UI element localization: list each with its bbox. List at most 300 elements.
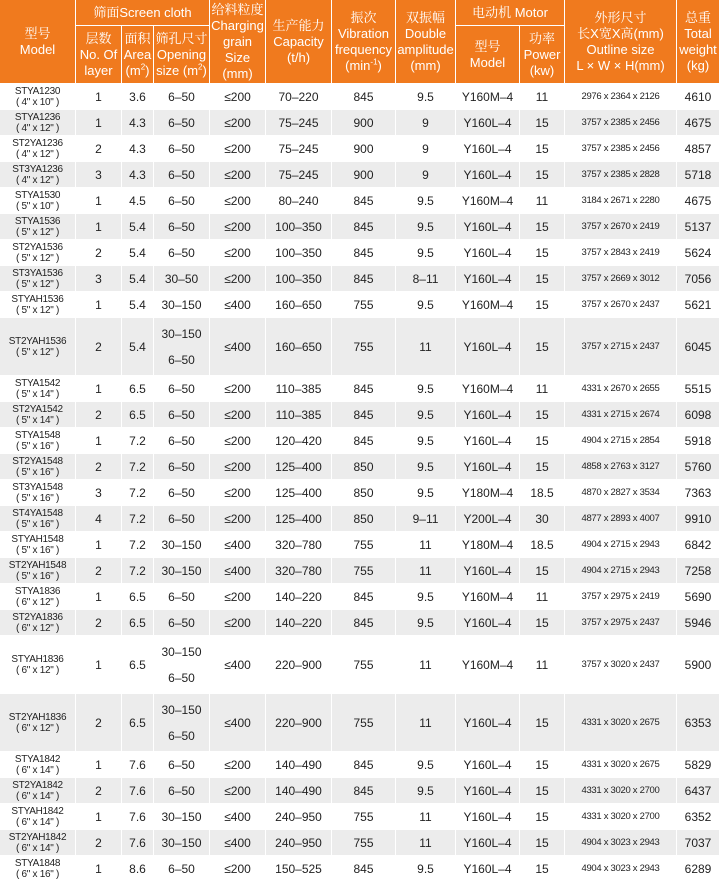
- cell-amplitude: 9.5: [396, 610, 456, 636]
- cell-weight: 9910: [677, 506, 720, 532]
- cell-area: 6.5: [122, 584, 154, 610]
- cell-charging: ≤200: [210, 240, 266, 266]
- cell-amplitude: 11: [396, 830, 456, 856]
- header-layers: 层数 No. Of layer: [76, 26, 122, 84]
- cell-power: 15: [520, 454, 565, 480]
- table-row: [0, 240, 720, 266]
- cell-model: STYA1542 ( 5" x 14" ): [0, 376, 76, 402]
- cell-outline: 4331 x 2715 x 2674: [565, 402, 677, 428]
- cell-charging: ≤400: [210, 804, 266, 830]
- cell-amplitude: 9: [396, 110, 456, 136]
- cell-frequency: 900: [332, 136, 396, 162]
- cell-power: 11: [520, 84, 565, 110]
- cell-area: 7.6: [122, 804, 154, 830]
- cell-amplitude: 9.5: [396, 188, 456, 214]
- cell-frequency: 755: [332, 804, 396, 830]
- cell-charging: ≤200: [210, 376, 266, 402]
- cell-weight: 5946: [677, 610, 720, 636]
- cell-model: ST4YA1548 ( 5" x 16" ): [0, 506, 76, 532]
- cell-frequency: 755: [332, 532, 396, 558]
- cell-weight: 7056: [677, 266, 720, 292]
- cell-power: 15: [520, 558, 565, 584]
- cell-layers: 1: [76, 214, 122, 240]
- cell-outline: 4858 x 2763 x 3127: [565, 454, 677, 480]
- cell-layers: 2: [76, 558, 122, 584]
- cell-outline: 3757 x 2385 x 2456: [565, 136, 677, 162]
- cell-capacity: 100–350: [266, 214, 332, 240]
- cell-model: ST2YA1836 ( 6" x 12" ): [0, 610, 76, 636]
- cell-model: STYAH1536 ( 5" x 12" ): [0, 292, 76, 318]
- cell-power: 11: [520, 584, 565, 610]
- cell-motor-model: Y160L–4: [456, 778, 520, 804]
- cell-capacity: 125–400: [266, 506, 332, 532]
- cell-outline: 4904 x 3023 x 2943: [565, 830, 677, 856]
- header-opening: 筛孔尺寸 Opening size $(m^2)$: [154, 26, 210, 84]
- cell-capacity: 110–385: [266, 376, 332, 402]
- cell-amplitude: 11: [396, 636, 456, 694]
- cell-power: 15: [520, 402, 565, 428]
- cell-capacity: 220–900: [266, 694, 332, 752]
- header-power: 功率 Power (kw): [520, 26, 565, 84]
- cell-layers: 2: [76, 402, 122, 428]
- cell-charging: ≤200: [210, 480, 266, 506]
- cell-frequency: 845: [332, 266, 396, 292]
- cell-amplitude: 9.5: [396, 454, 456, 480]
- cell-charging: ≤200: [210, 428, 266, 454]
- cell-power: 15: [520, 162, 565, 188]
- cell-area: 7.2: [122, 532, 154, 558]
- cell-charging: ≤200: [210, 214, 266, 240]
- table-row: [0, 694, 720, 752]
- cell-opening: 30–150 6–50: [154, 636, 210, 694]
- header-frequency: 振次 Vibration frequency $(\min^{-1})$: [332, 0, 396, 84]
- cell-outline: 3757 x 2385 x 2828: [565, 162, 677, 188]
- cell-weight: 5918: [677, 428, 720, 454]
- cell-frequency: 845: [332, 428, 396, 454]
- cell-power: 15: [520, 694, 565, 752]
- cell-charging: ≤400: [210, 636, 266, 694]
- cell-frequency: 845: [332, 752, 396, 778]
- table-row: [0, 506, 720, 532]
- cell-power: 15: [520, 428, 565, 454]
- cell-opening: 30–150: [154, 830, 210, 856]
- cell-opening: 30–50: [154, 266, 210, 292]
- cell-motor-model: Y160L–4: [456, 804, 520, 830]
- cell-outline: 4331 x 3020 x 2700: [565, 804, 677, 830]
- cell-capacity: 75–245: [266, 136, 332, 162]
- cell-motor-model: Y160L–4: [456, 454, 520, 480]
- cell-frequency: 845: [332, 610, 396, 636]
- cell-layers: 2: [76, 778, 122, 804]
- table-row: [0, 532, 720, 558]
- cell-model: ST3YA1236 ( 4" x 12" ): [0, 162, 76, 188]
- cell-outline: 4904 x 2715 x 2943: [565, 532, 677, 558]
- cell-layers: 1: [76, 856, 122, 882]
- header-amplitude: 双振幅 Double amplitude (mm): [396, 0, 456, 84]
- cell-area: 7.6: [122, 752, 154, 778]
- cell-outline: 2976 x 2364 x 2126: [565, 84, 677, 110]
- cell-outline: 3184 x 2671 x 2280: [565, 188, 677, 214]
- table-row: [0, 402, 720, 428]
- table-row: [0, 162, 720, 188]
- cell-weight: 6098: [677, 402, 720, 428]
- cell-amplitude: 9.5: [396, 778, 456, 804]
- cell-area: 4.5: [122, 188, 154, 214]
- table-header: [0, 0, 720, 84]
- cell-charging: ≤200: [210, 402, 266, 428]
- cell-frequency: 845: [332, 402, 396, 428]
- cell-layers: 2: [76, 830, 122, 856]
- cell-weight: 5690: [677, 584, 720, 610]
- cell-area: 7.6: [122, 830, 154, 856]
- cell-layers: 1: [76, 636, 122, 694]
- cell-opening: 6–50: [154, 752, 210, 778]
- cell-amplitude: 11: [396, 532, 456, 558]
- cell-area: 5.4: [122, 318, 154, 376]
- cell-layers: 1: [76, 532, 122, 558]
- table-row: [0, 318, 720, 376]
- cell-frequency: 845: [332, 240, 396, 266]
- cell-weight: 6045: [677, 318, 720, 376]
- cell-charging: ≤200: [210, 162, 266, 188]
- cell-weight: 7258: [677, 558, 720, 584]
- cell-amplitude: 9.5: [396, 214, 456, 240]
- cell-outline: 4331 x 3020 x 2675: [565, 752, 677, 778]
- cell-charging: ≤400: [210, 694, 266, 752]
- cell-weight: 6437: [677, 778, 720, 804]
- cell-motor-model: Y160L–4: [456, 694, 520, 752]
- table-row: [0, 778, 720, 804]
- cell-capacity: 140–490: [266, 778, 332, 804]
- cell-model: STYA1530 ( 5" x 10" ): [0, 188, 76, 214]
- cell-charging: ≤200: [210, 84, 266, 110]
- table-row: [0, 454, 720, 480]
- cell-amplitude: 9.5: [396, 292, 456, 318]
- cell-power: 15: [520, 292, 565, 318]
- cell-motor-model: Y180M–4: [456, 480, 520, 506]
- cell-model: STYA1536 ( 5" x 12" ): [0, 214, 76, 240]
- cell-power: 15: [520, 752, 565, 778]
- cell-area: 7.2: [122, 480, 154, 506]
- cell-capacity: 140–490: [266, 752, 332, 778]
- cell-charging: ≤200: [210, 110, 266, 136]
- cell-model: STYAH1836 ( 6" x 12" ): [0, 636, 76, 694]
- cell-motor-model: Y160M–4: [456, 84, 520, 110]
- table-row: [0, 266, 720, 292]
- cell-capacity: 160–650: [266, 292, 332, 318]
- table-row: [0, 188, 720, 214]
- cell-charging: ≤200: [210, 266, 266, 292]
- cell-charging: ≤200: [210, 856, 266, 882]
- cell-capacity: 125–400: [266, 454, 332, 480]
- header-weight: 总重 Total weight (kg): [677, 0, 720, 84]
- cell-layers: 1: [76, 428, 122, 454]
- cell-opening: 6–50: [154, 110, 210, 136]
- cell-charging: ≤400: [210, 292, 266, 318]
- cell-motor-model: Y160L–4: [456, 240, 520, 266]
- cell-frequency: 850: [332, 480, 396, 506]
- cell-opening: 6–50: [154, 454, 210, 480]
- cell-weight: 5718: [677, 162, 720, 188]
- cell-capacity: 70–220: [266, 84, 332, 110]
- cell-power: 15: [520, 136, 565, 162]
- cell-outline: 3757 x 2715 x 2437: [565, 318, 677, 376]
- cell-amplitude: 9.5: [396, 428, 456, 454]
- cell-layers: 2: [76, 694, 122, 752]
- cell-layers: 1: [76, 110, 122, 136]
- cell-capacity: 320–780: [266, 558, 332, 584]
- cell-layers: 1: [76, 376, 122, 402]
- header-capacity: 生产能力 Capacity (t/h): [266, 0, 332, 84]
- table-row: [0, 428, 720, 454]
- cell-model: ST3YA1548 ( 5" x 16" ): [0, 480, 76, 506]
- cell-motor-model: Y160L–4: [456, 162, 520, 188]
- cell-opening: 6–50: [154, 428, 210, 454]
- cell-power: 30: [520, 506, 565, 532]
- cell-area: 7.2: [122, 506, 154, 532]
- cell-charging: ≤400: [210, 830, 266, 856]
- cell-frequency: 850: [332, 506, 396, 532]
- table-row: [0, 84, 720, 110]
- cell-capacity: 160–650: [266, 318, 332, 376]
- cell-amplitude: 9: [396, 162, 456, 188]
- table-row: [0, 376, 720, 402]
- header-motor-model: 型号 Model: [456, 26, 520, 84]
- cell-layers: 2: [76, 454, 122, 480]
- cell-outline: 3757 x 2385 x 2456: [565, 110, 677, 136]
- cell-power: 15: [520, 778, 565, 804]
- header-charging: 给料粒度 Charging grain Size (mm): [210, 0, 266, 84]
- cell-motor-model: Y160L–4: [456, 428, 520, 454]
- cell-layers: 2: [76, 610, 122, 636]
- cell-motor-model: Y160L–4: [456, 830, 520, 856]
- cell-amplitude: 9.5: [396, 402, 456, 428]
- cell-amplitude: 9.5: [396, 84, 456, 110]
- cell-weight: 7363: [677, 480, 720, 506]
- cell-layers: 3: [76, 480, 122, 506]
- cell-opening: 6–50: [154, 480, 210, 506]
- cell-motor-model: Y160M–4: [456, 188, 520, 214]
- cell-model: STYA1848 ( 6" x 16" ): [0, 856, 76, 882]
- cell-weight: 5515: [677, 376, 720, 402]
- cell-power: 15: [520, 830, 565, 856]
- cell-outline: 3757 x 2975 x 2419: [565, 584, 677, 610]
- cell-layers: 1: [76, 804, 122, 830]
- cell-area: 8.6: [122, 856, 154, 882]
- cell-weight: 6353: [677, 694, 720, 752]
- cell-opening: 6–50: [154, 778, 210, 804]
- cell-charging: ≤400: [210, 532, 266, 558]
- cell-outline: 3757 x 3020 x 2437: [565, 636, 677, 694]
- cell-model: ST2YAH1842 ( 6" x 14" ): [0, 830, 76, 856]
- cell-power: 11: [520, 636, 565, 694]
- cell-motor-model: Y160M–4: [456, 636, 520, 694]
- cell-area: 7.2: [122, 454, 154, 480]
- cell-model: STYA1836 ( 6" x 12" ): [0, 584, 76, 610]
- table-row: [0, 136, 720, 162]
- cell-motor-model: Y160M–4: [456, 584, 520, 610]
- cell-weight: 5900: [677, 636, 720, 694]
- cell-motor-model: Y160M–4: [456, 376, 520, 402]
- cell-model: ST2YA1548 ( 5" x 16" ): [0, 454, 76, 480]
- table-row: [0, 584, 720, 610]
- cell-charging: ≤200: [210, 778, 266, 804]
- header-model: 型号 Model: [0, 0, 76, 84]
- cell-amplitude: 9.5: [396, 240, 456, 266]
- table-row: [0, 480, 720, 506]
- cell-weight: 7037: [677, 830, 720, 856]
- cell-motor-model: Y160M–4: [456, 292, 520, 318]
- cell-area: 5.4: [122, 214, 154, 240]
- cell-power: 11: [520, 376, 565, 402]
- cell-power: 15: [520, 266, 565, 292]
- cell-model: ST2YA1536 ( 5" x 12" ): [0, 240, 76, 266]
- cell-motor-model: Y160L–4: [456, 318, 520, 376]
- cell-opening: 6–50: [154, 610, 210, 636]
- cell-opening: 30–150: [154, 532, 210, 558]
- cell-motor-model: Y160L–4: [456, 558, 520, 584]
- cell-motor-model: Y200L–4: [456, 506, 520, 532]
- cell-capacity: 125–400: [266, 480, 332, 506]
- cell-amplitude: 11: [396, 558, 456, 584]
- cell-capacity: 320–780: [266, 532, 332, 558]
- cell-weight: 5624: [677, 240, 720, 266]
- cell-weight: 5621: [677, 292, 720, 318]
- cell-charging: ≤200: [210, 610, 266, 636]
- cell-weight: 6352: [677, 804, 720, 830]
- cell-frequency: 845: [332, 214, 396, 240]
- header-area: 面积 Area $(m^2)$: [122, 26, 154, 84]
- cell-motor-model: Y160L–4: [456, 752, 520, 778]
- cell-area: 6.5: [122, 636, 154, 694]
- cell-frequency: 900: [332, 110, 396, 136]
- cell-amplitude: 11: [396, 318, 456, 376]
- cell-opening: 6–50: [154, 162, 210, 188]
- cell-opening: 6–50: [154, 584, 210, 610]
- cell-capacity: 110–385: [266, 402, 332, 428]
- cell-capacity: 100–350: [266, 266, 332, 292]
- cell-power: 18.5: [520, 480, 565, 506]
- cell-capacity: 220–900: [266, 636, 332, 694]
- cell-model: STYA1236 ( 4" x 12" ): [0, 110, 76, 136]
- cell-opening: 6–50: [154, 214, 210, 240]
- cell-motor-model: Y160L–4: [456, 266, 520, 292]
- table-row: [0, 610, 720, 636]
- cell-weight: 4675: [677, 110, 720, 136]
- cell-area: 4.3: [122, 136, 154, 162]
- cell-power: 15: [520, 240, 565, 266]
- cell-capacity: 120–420: [266, 428, 332, 454]
- cell-motor-model: Y160L–4: [456, 402, 520, 428]
- cell-charging: ≤200: [210, 188, 266, 214]
- cell-model: STYA1230 ( 4" x 10" ): [0, 84, 76, 110]
- cell-capacity: 80–240: [266, 188, 332, 214]
- cell-amplitude: 11: [396, 694, 456, 752]
- cell-motor-model: Y160L–4: [456, 110, 520, 136]
- cell-model: STYAH1548 ( 5" x 16" ): [0, 532, 76, 558]
- cell-capacity: 100–350: [266, 240, 332, 266]
- cell-opening: 6–50: [154, 240, 210, 266]
- cell-weight: 4675: [677, 188, 720, 214]
- cell-area: 6.5: [122, 694, 154, 752]
- cell-capacity: 240–950: [266, 830, 332, 856]
- header-screen-cloth: 筛面Screen cloth: [76, 0, 210, 26]
- cell-outline: 4331 x 3020 x 2675: [565, 694, 677, 752]
- cell-power: 15: [520, 318, 565, 376]
- cell-amplitude: 9.5: [396, 856, 456, 882]
- cell-area: 6.5: [122, 376, 154, 402]
- cell-weight: 5137: [677, 214, 720, 240]
- cell-amplitude: 9.5: [396, 584, 456, 610]
- cell-frequency: 845: [332, 778, 396, 804]
- table-row: [0, 636, 720, 694]
- cell-opening: 30–150: [154, 558, 210, 584]
- cell-layers: 1: [76, 188, 122, 214]
- cell-outline: 3757 x 2670 x 2419: [565, 214, 677, 240]
- cell-outline: 4870 x 2827 x 3534: [565, 480, 677, 506]
- cell-outline: 4904 x 2715 x 2943: [565, 558, 677, 584]
- cell-amplitude: 9.5: [396, 480, 456, 506]
- cell-model: ST2YAH1548 ( 5" x 16" ): [0, 558, 76, 584]
- cell-opening: 6–50: [154, 856, 210, 882]
- table-body: [0, 84, 720, 882]
- cell-power: 11: [520, 188, 565, 214]
- cell-frequency: 845: [332, 856, 396, 882]
- cell-model: ST2YAH1536 ( 5" x 12" ): [0, 318, 76, 376]
- cell-power: 15: [520, 110, 565, 136]
- cell-capacity: 140–220: [266, 610, 332, 636]
- cell-opening: 6–50: [154, 376, 210, 402]
- cell-amplitude: 9.5: [396, 752, 456, 778]
- cell-weight: 5760: [677, 454, 720, 480]
- table-row: [0, 110, 720, 136]
- cell-outline: 4904 x 2715 x 2854: [565, 428, 677, 454]
- cell-frequency: 845: [332, 84, 396, 110]
- cell-frequency: 755: [332, 318, 396, 376]
- cell-frequency: 845: [332, 188, 396, 214]
- cell-frequency: 755: [332, 558, 396, 584]
- cell-model: STYAH1842 ( 6" x 14" ): [0, 804, 76, 830]
- cell-motor-model: Y180M–4: [456, 532, 520, 558]
- cell-opening: 30–150 6–50: [154, 694, 210, 752]
- cell-model: ST2YAH1836 ( 6" x 12" ): [0, 694, 76, 752]
- cell-power: 18.5: [520, 532, 565, 558]
- cell-charging: ≤200: [210, 584, 266, 610]
- cell-power: 15: [520, 610, 565, 636]
- cell-area: 4.3: [122, 162, 154, 188]
- cell-motor-model: Y160L–4: [456, 214, 520, 240]
- cell-area: 5.4: [122, 240, 154, 266]
- cell-capacity: 240–950: [266, 804, 332, 830]
- cell-amplitude: 11: [396, 804, 456, 830]
- table-row: [0, 804, 720, 830]
- cell-frequency: 755: [332, 694, 396, 752]
- cell-frequency: 755: [332, 292, 396, 318]
- cell-opening: 30–150: [154, 292, 210, 318]
- cell-area: 6.5: [122, 610, 154, 636]
- cell-frequency: 845: [332, 584, 396, 610]
- cell-frequency: 850: [332, 454, 396, 480]
- cell-amplitude: 9.5: [396, 376, 456, 402]
- cell-layers: 4: [76, 506, 122, 532]
- cell-opening: 6–50: [154, 402, 210, 428]
- cell-opening: 6–50: [154, 506, 210, 532]
- cell-model: ST2YA1842 ( 6" x 14" ): [0, 778, 76, 804]
- cell-outline: 4904 x 3023 x 2943: [565, 856, 677, 882]
- table-row: [0, 856, 720, 882]
- cell-layers: 3: [76, 162, 122, 188]
- cell-charging: ≤200: [210, 136, 266, 162]
